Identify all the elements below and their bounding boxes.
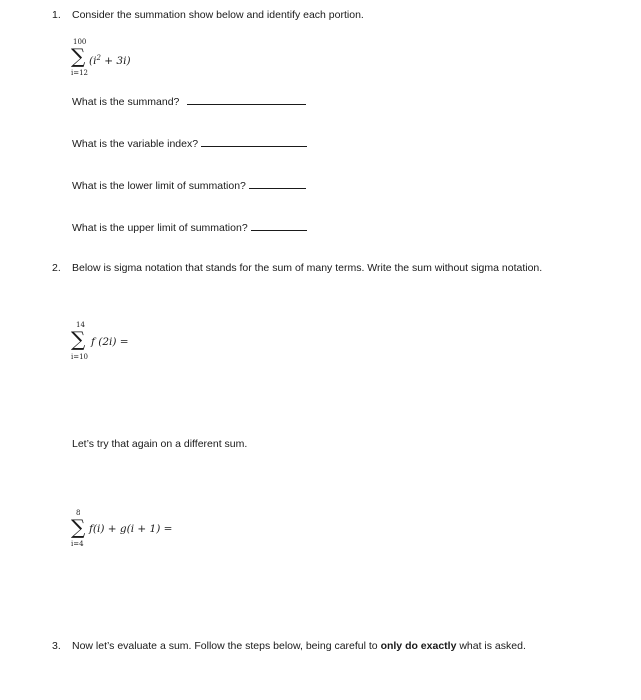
q1-sum-upper: 100 xyxy=(73,38,87,46)
q2-sum2-expression: f(i) + g(i + 1) = xyxy=(89,523,173,535)
q2-prompt: Below is sigma notation that stands for the sum of many terms. Write the sum without sigma notation. xyxy=(72,262,543,274)
q2-again-text: Let’s try that again on a different sum. xyxy=(72,438,248,450)
q1-number: 1. xyxy=(52,9,61,21)
q1-sum-lower: i=12 xyxy=(71,69,89,77)
q1-question-upper-limit xyxy=(72,220,307,235)
q3-prompt-emphasis: only do exactly xyxy=(380,640,457,652)
summand-answer-blank[interactable] xyxy=(187,94,306,105)
q3-prompt xyxy=(72,640,526,653)
q1-question-lower-limit xyxy=(72,178,306,193)
q3-number: 3. xyxy=(52,640,61,652)
q1-sum-expression: $(i^2 + 3i)$ xyxy=(89,54,131,67)
q2-summation-2 xyxy=(70,509,200,551)
q2-summation-1 xyxy=(70,321,160,363)
q2-sum1-lower: i=10 xyxy=(71,353,89,361)
q1-prompt: Consider the summation show below and identify each portion. xyxy=(72,9,364,21)
upper-limit-answer-blank[interactable] xyxy=(251,220,307,231)
q2-sum1-sigma-symbol: ∑ xyxy=(71,327,86,351)
q3-prompt-end: what is asked. xyxy=(456,640,526,652)
q3-prompt-start: Now let’s evaluate a sum. Follow the steps below, being careful to xyxy=(72,640,381,652)
q2-sum1-upper: 14 xyxy=(76,321,85,329)
q1-sigma-symbol: ∑ xyxy=(71,44,86,68)
q1-summation xyxy=(70,38,160,80)
q1-question-index-text: What is the variable index? xyxy=(72,138,199,150)
lower-limit-answer-blank[interactable] xyxy=(249,178,306,189)
q1-question-index xyxy=(72,136,307,151)
q1-question-summand-text: What is the summand? xyxy=(72,96,180,108)
q2-sum1-expression: f (2i) = xyxy=(91,336,129,348)
q1-question-summand xyxy=(72,94,306,109)
q1-question-upper-limit-text: What is the upper limit of summation? xyxy=(72,222,248,234)
index-answer-blank[interactable] xyxy=(201,136,307,147)
q2-sum2-lower: i=4 xyxy=(71,540,84,548)
q2-sum2-upper: 8 xyxy=(76,509,81,517)
q1-question-lower-limit-text: What is the lower limit of summation? xyxy=(72,180,246,192)
q2-sum2-sigma-symbol: ∑ xyxy=(71,515,86,539)
q2-number: 2. xyxy=(52,262,61,274)
